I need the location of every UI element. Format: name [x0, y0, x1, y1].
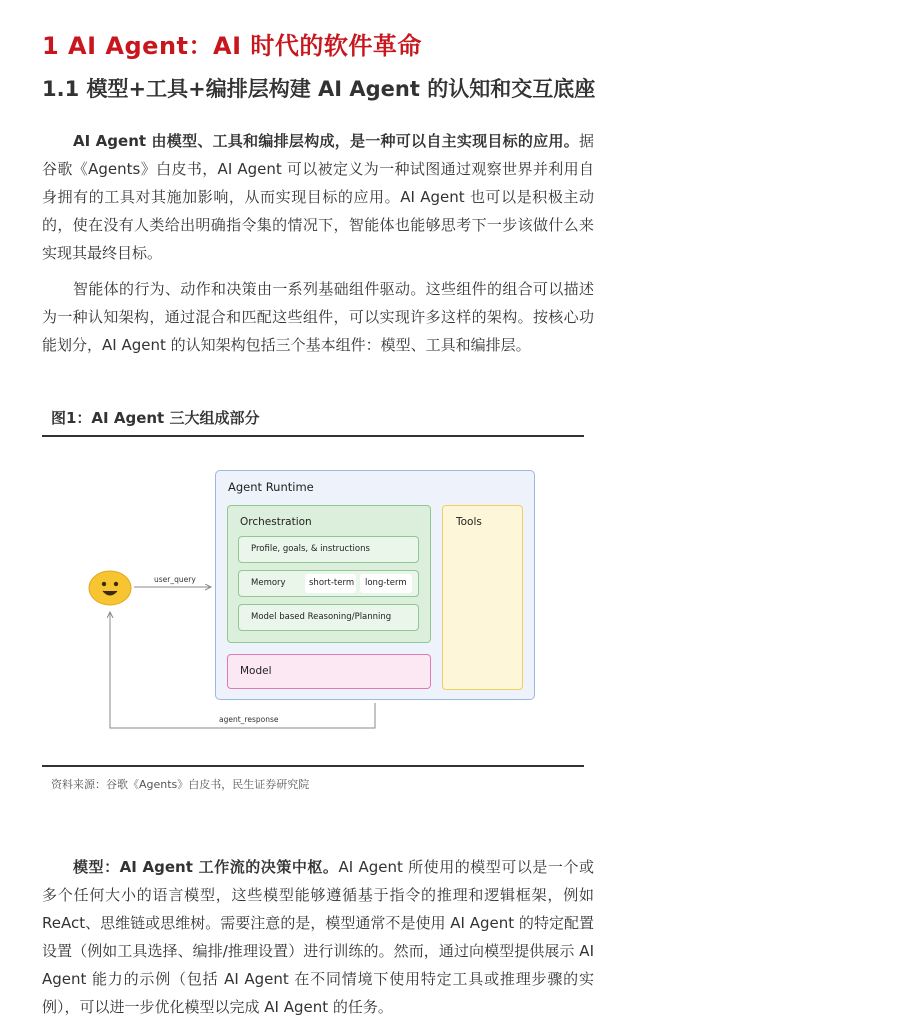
- orchestration-label: Orchestration: [240, 516, 312, 528]
- long-term-label: long-term: [365, 578, 407, 588]
- agent-runtime-label: Agent Runtime: [228, 480, 314, 494]
- short-term-label: short-term: [309, 578, 355, 588]
- paragraph-model: [42, 853, 594, 1021]
- paragraph-components: 智能体的行为、动作和决策由一系列基础组件驱动。这些组件的组合可以描述为一种认知架构，通过混合和匹配这些组件，可以实现许多这样的架构。按核心功能划分，AI Agent 的认知架构包括三个基本组件：模型、工具和编排层。: [42, 280, 594, 354]
- figure-source: 资料来源：谷歌《Agents》白皮书，民生证券研究院: [51, 778, 310, 791]
- figure-title: 图1：AI Agent 三大组成部分: [51, 409, 260, 427]
- paragraph-intro-text: 据谷歌《Agents》白皮书，AI Agent 可以被定义为一种试图通过观察世界并利用自身拥有的工具对其施加影响，从而实现目标的应用。AI Agent 也可以是积极主动的，使在没有人类给出明确指令集的情况下，智能体也能够思考下一步该做什么来实现其最终目标。: [42, 132, 594, 262]
- paragraph-model-bold: 模型：AI Agent 工作流的决策中枢。: [73, 858, 339, 876]
- figure-bottom-rule: [42, 765, 584, 767]
- subsection-heading: 1.1 模型+工具+编排层构建 AI Agent 的认知和交互底座: [42, 77, 596, 101]
- reasoning-label: Model based Reasoning/Planning: [251, 612, 392, 622]
- paragraph-intro-bold: AI Agent 由模型、工具和编排层构成，是一种可以自主实现目标的应用。: [73, 132, 579, 150]
- agent-response-label: agent_response: [219, 715, 279, 724]
- agent-response-arrow: [110, 612, 375, 728]
- memory-label: Memory: [251, 578, 286, 588]
- profile-goals-label: Profile, goals, & instructions: [251, 544, 370, 554]
- section-heading: 1 AI Agent：AI 时代的软件革命: [42, 32, 422, 60]
- tools-label: Tools: [456, 516, 482, 528]
- model-label: Model: [240, 665, 272, 677]
- user-query-label: user_query: [154, 575, 196, 584]
- paragraph-model-text: AI Agent 所使用的模型可以是一个或多个任何大小的语言模型，这些模型能够遵循基于指令的推理和逻辑框架，例如 ReAct、思维链或思维树。需要注意的是，模型通常不是使用 AI Agent 的特定配置设置（例如工具选择、编排/推理设置）进行训练的。然而，通过向模型提供展示 AI Agent 能力的示例（包括 AI Agent 在不同情境下使用特定工具或推理步骤的实例），可以进一步优化模型以完成 AI Agent 的任务。: [42, 858, 594, 1016]
